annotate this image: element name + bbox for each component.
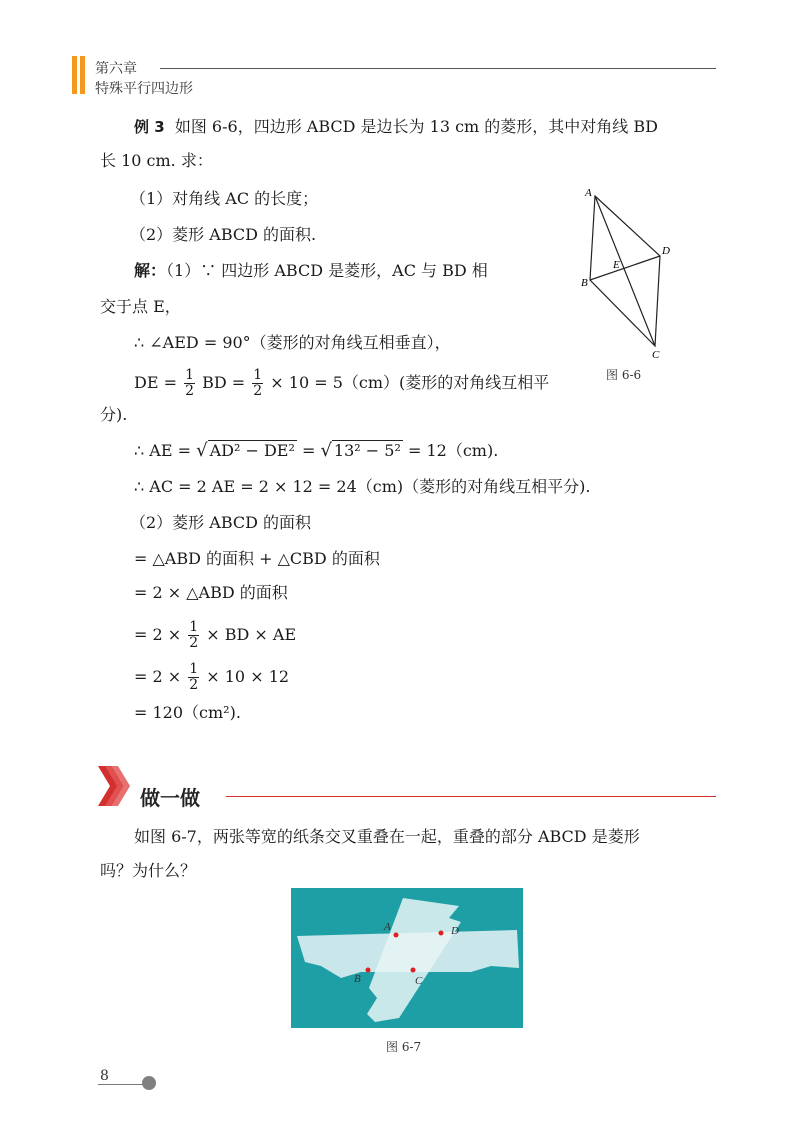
solution-line-3: ∴ ∠AED = 90°（菱形的对角线互相垂直）， (134, 333, 451, 352)
task-line-1: 如图 6-7，两张等宽的纸条交叉重叠在一起，重叠的部分 ABCD 是菱形 (134, 827, 640, 846)
vertex-label-b: B (581, 277, 588, 289)
vertex-label-c: C (652, 349, 660, 361)
diagonal-bd (590, 256, 660, 280)
question-1: （1）对角线 AC 的长度； (130, 189, 319, 208)
example-label: 例 3 (134, 118, 165, 136)
question-2: （2）菱形 ABCD 的面积. (130, 225, 317, 244)
solution-line-5: 分). (100, 405, 128, 424)
chapter-label: 第六章 (95, 61, 137, 77)
point-d-dot (439, 931, 444, 936)
de-mid: BD = (197, 373, 251, 392)
area-step-3-prefix: = 2 × (134, 625, 187, 644)
solution-line-4 (134, 368, 549, 399)
page-number: 8 (100, 1068, 109, 1084)
sqrt-13-5: 13² − 5² (333, 441, 401, 460)
ae-prefix: ∴ AE = (134, 441, 197, 460)
section-title: 做一做 (140, 786, 200, 810)
sqrt-ad-de: AD² − DE² (209, 441, 295, 460)
paper-strips-illustration (291, 888, 523, 1028)
example-text-1: 如图 6-6，四边形 ABCD 是边长为 13 cm 的菱形，其中对角线 BD (174, 117, 658, 136)
vertex-label-a: A (585, 187, 592, 199)
solution-line-1 (134, 260, 488, 282)
solution-line-6: ∴ AE = √ AD² − DE² = √ 13² − 5² = 12（cm). (134, 440, 499, 461)
area-result: = 120（cm²). (134, 703, 241, 722)
de-prefix: DE = (134, 373, 183, 392)
figure-6-6 (578, 184, 678, 364)
fraction-half: $\frac{1}{2}$ (189, 619, 199, 651)
area-step-1: = △ABD 的面积 + △CBD 的面积 (134, 549, 380, 568)
de-suffix: × 10 = 5（cm）(菱形的对角线互相平 (265, 373, 550, 392)
point-a-dot (394, 933, 399, 938)
ae-result: = 12（cm). (402, 441, 499, 460)
figure-6-6-caption: 图 6-6 (606, 368, 642, 382)
fraction-half: $\frac{1}{2}$ (189, 661, 199, 693)
page-number-rule (98, 1084, 144, 1085)
header-rule (160, 68, 716, 69)
ae-eq: = (296, 441, 321, 460)
fraction-half: $\frac{1}{2}$ (253, 367, 263, 399)
chapter-subtitle: 特殊平行四边形 (95, 81, 193, 97)
point-b-dot (366, 968, 371, 973)
figure-6-7-caption: 图 6-7 (386, 1040, 422, 1054)
solution-line-7: ∴ AC = 2 AE = 2 × 12 = 24（cm)（菱形的对角线互相平分). (134, 477, 591, 496)
vertex-label-e: E (613, 259, 620, 271)
section-chevrons-icon (98, 764, 136, 808)
example-line-1 (134, 116, 658, 138)
part-2-heading: （2）菱形 ABCD 的面积 (130, 513, 312, 532)
header-accent-bar-2 (80, 56, 85, 94)
photo-label-a: A (384, 921, 391, 933)
header-accent-bar (72, 56, 77, 94)
photo-label-c: C (415, 975, 423, 987)
area-step-3-suffix: × BD × AE (201, 625, 297, 644)
solution-line-2: 交于点 E， (100, 297, 181, 316)
page-number-dot (142, 1076, 156, 1090)
area-step-4 (134, 662, 289, 693)
point-c-dot (411, 968, 416, 973)
diagonal-ac (595, 196, 655, 346)
area-step-4-suffix: × 10 × 12 (201, 667, 290, 686)
area-step-4-prefix: = 2 × (134, 667, 187, 686)
section-rule (226, 796, 716, 797)
photo-label-d: D (451, 925, 459, 937)
photo-label-b: B (354, 973, 361, 985)
example-line-2: 长 10 cm. 求： (100, 151, 213, 170)
vertex-label-d: D (662, 245, 670, 257)
figure-6-7-photo (291, 888, 523, 1028)
area-step-2: = 2 × △ABD 的面积 (134, 583, 288, 602)
area-step-3 (134, 620, 296, 651)
fraction-half: $\frac{1}{2}$ (185, 367, 195, 399)
solution-label: 解： (134, 261, 167, 280)
task-line-2: 吗？为什么？ (100, 861, 197, 880)
solution-text-1: （1）∵ 四边形 ABCD 是菱形，AC 与 BD 相 (166, 261, 488, 280)
